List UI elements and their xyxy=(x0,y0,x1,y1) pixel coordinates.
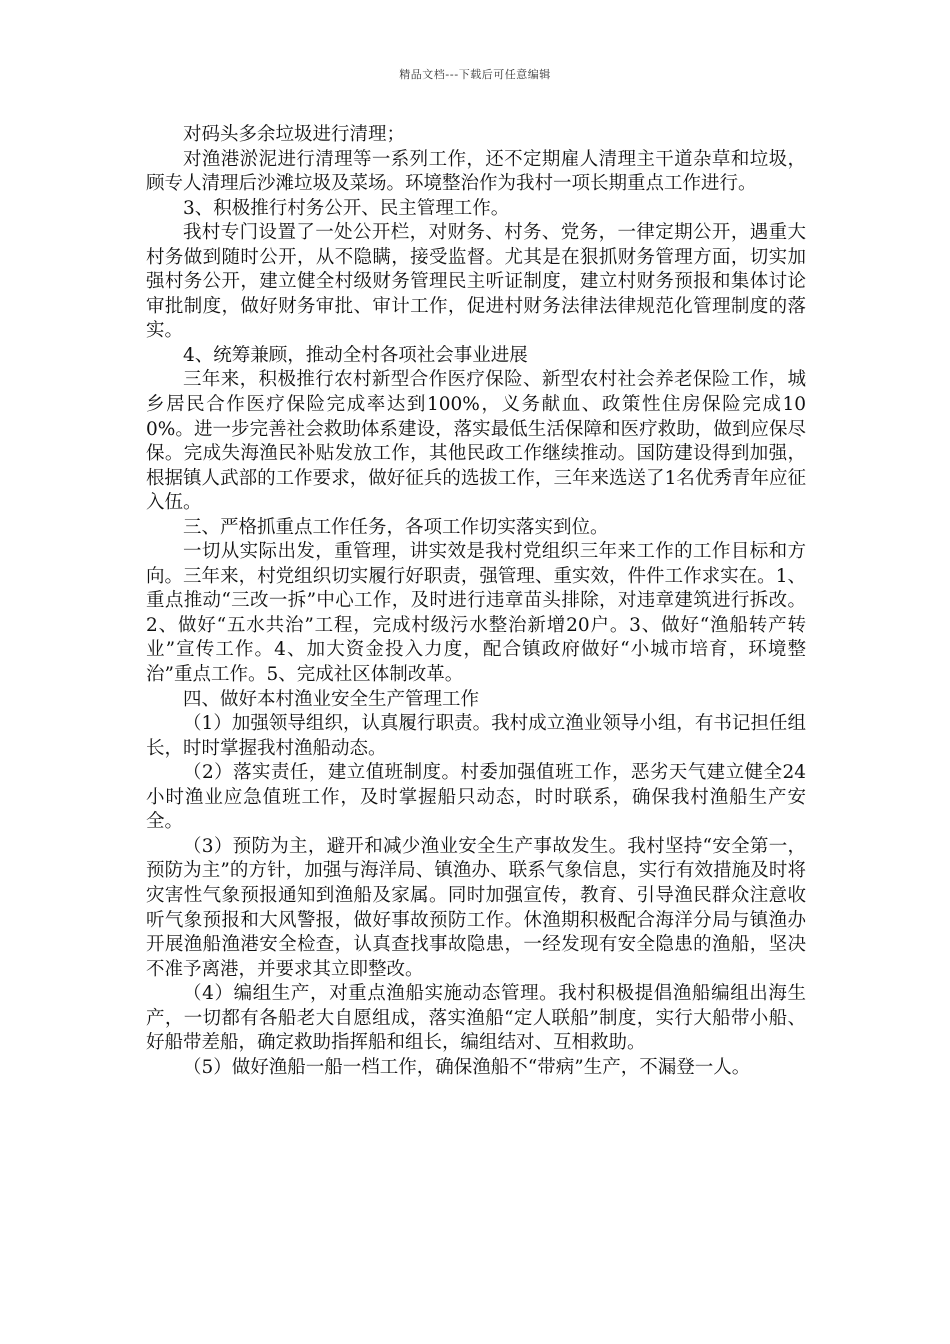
paragraph-heading-key-tasks: 三、严格抓重点工作任务，各项工作切实落实到位。 xyxy=(183,516,609,538)
paragraph-harbor-dredging: 对渔港淤泥进行清理等一系列工作，还不定期雇人清理主干道杂草和垃圾，顾专人清理后沙滩垃圾及菜场。环境整治作为我村一项长期重点工作进行。 xyxy=(146,148,806,195)
paragraph-public-board: 我村专门设置了一处公开栏，对财务、村务、党务，一律定期公开，遇重大村务做到随时公开，从不隐瞒，接受监督。尤其是在狠抓财务管理方面，切实加强村务公开，建立健全村级财务管理民主听证制度，建立村财务预报和集体讨论审批制度，做好财务审批、审计工作，促进村财务法律法律规范化管理制度的落实。 xyxy=(146,222,806,342)
document-body xyxy=(146,123,806,1080)
paragraph-heading-village-affairs: 3、积极推行村务公开、民主管理工作。 xyxy=(183,197,510,219)
page-header: 精品文档---下载后可任意编辑 xyxy=(399,68,551,81)
paragraph-fishery-item-3: （3）预防为主，避开和减少渔业安全生产事故发生。我村坚持“安全第一，预防为主”的方针，加强与海洋局、镇渔办、联系气象信息，实行有效措施及时将灾害性气象预报通知到渔船及家属。同时加强宣传，教育、引导渔民群众注意收听气象预报和大风警报，做好事故预防工作。休渔期积极配合海洋分局与镇渔办开展渔船渔港安全检查，认真查找事故隐患，一经发现有安全隐患的渔船，坚决不准予离港，并要求其立即整改。 xyxy=(146,835,806,980)
paragraph-fishery-item-5: （5）做好渔船一船一档工作，确保渔船不“带病”生产，不漏登一人。 xyxy=(183,1056,751,1078)
paragraph-key-tasks: 一切从实际出发，重管理，讲实效是我村党组织三年来工作的工作目标和方向。三年来，村党组织切实履行好职责，强管理、重实效，件件工作求实在。1、重点推动“三改一拆”中心工作，及时进行违章苗头排除，对违章建筑进行拆改。2、做好“五水共治”工程，完成村级污水整治新增20户。3、做好“渔船转产转业”宣传工作。4、加大资金投入力度，配合镇政府做好“小城市培育，环境整治”重点工作。5、完成社区体制改革。 xyxy=(146,541,806,686)
paragraph-insurance: 三年来，积极推行农村新型合作医疗保险、新型农村社会养老保险工作，城乡居民合作医疗保险完成率达到100%，义务献血、政策性住房保险完成100%。进一步完善社会救助体系建设，落实最低生活保障和医疗救助，做到应保尽保。完成失海渔民补贴发放工作，其他民政工作继续推动。国防建设得到加强，根据镇人武部的工作要求，做好征兵的选拔工作，三年来选送了1名优秀青年应征入伍。 xyxy=(146,369,806,514)
paragraph-fishery-item-4: （4）编组生产，对重点渔船实施动态管理。我村积极提倡渔船编组出海生产，一切都有各船老大自愿组成，落实渔船“定人联船”制度，实行大船带小船、好船带差船，确定救助指挥船和组长，编组结对、互相救助。 xyxy=(146,983,806,1054)
paragraph-heading-fishery-safety: 四、做好本村渔业安全生产管理工作 xyxy=(183,688,480,710)
paragraph-garbage-cleanup: 对码头多余垃圾进行清理； xyxy=(183,124,406,145)
paragraph-fishery-item-2: （2）落实责任，建立值班制度。村委加强值班工作，恶劣天气建立健全24小时渔业应急值班工作，及时掌握船只动态，时时联系，确保我村渔船生产安全。 xyxy=(146,762,806,833)
paragraph-fishery-item-1: （1）加强领导组织，认真履行职责。我村成立渔业领导小组，有书记担任组长，时时掌握我村渔船动态。 xyxy=(146,713,806,759)
paragraph-heading-social-affairs: 4、统筹兼顾，推动全村各项社会事业进展 xyxy=(183,344,528,366)
